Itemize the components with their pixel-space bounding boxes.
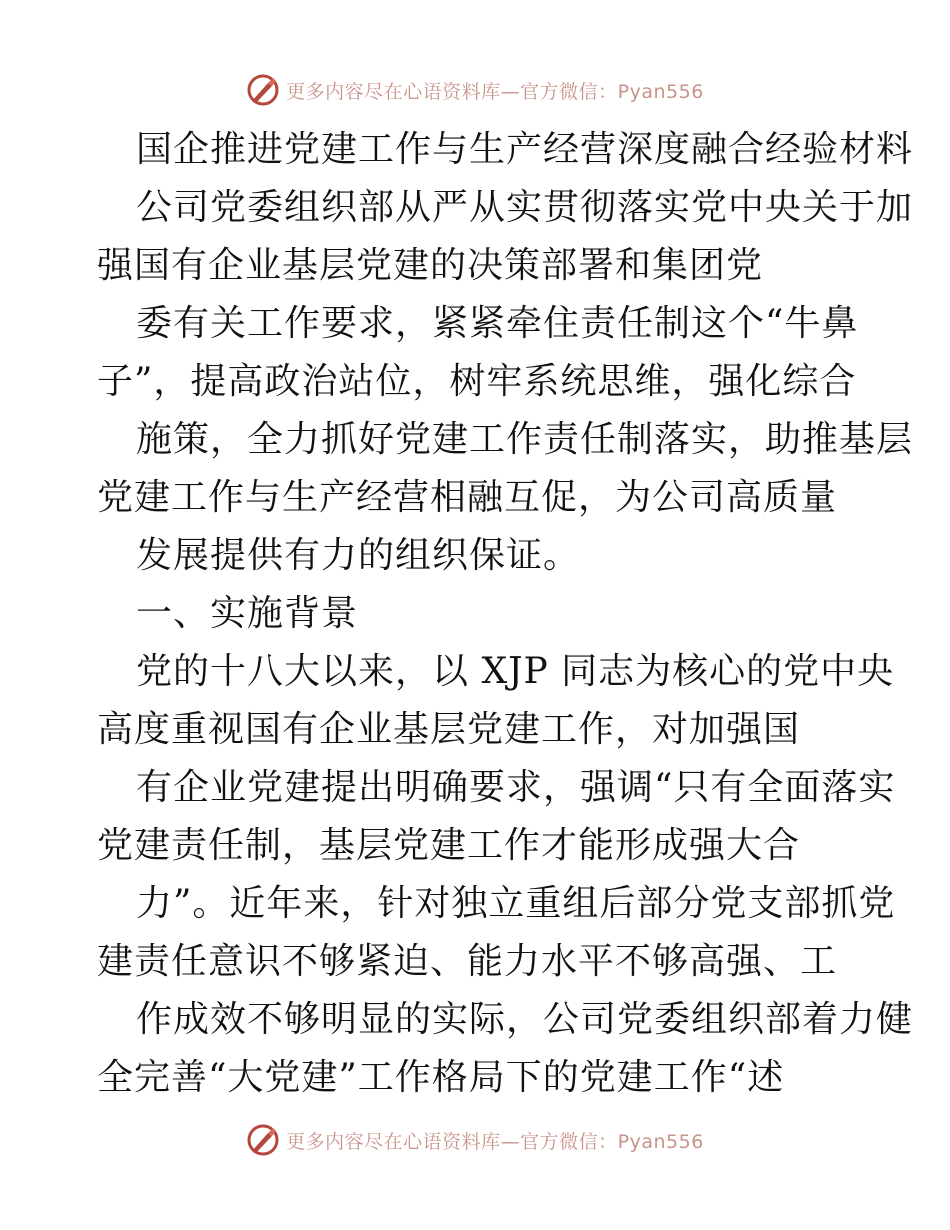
paragraph-line: 施策，全力抓好党建工作责任制落实，助推基层 [136,419,914,460]
paragraph-line: 全完善“大党建”工作格局下的党建工作“述 [97,1057,785,1098]
paragraph-line: 公司党委组织部从严从实贯彻落实党中央关于加 [136,187,914,228]
watermark-footer [0,1120,950,1160]
watermark-text: 更多内容尽在心语资料库—官方微信：Pyan556 [286,1130,704,1153]
document-title: 国企推进党建工作与生产经营深度融合经验材料 [136,129,914,170]
paragraph-line: 发展提供有力的组织保证。 [136,535,581,576]
paragraph-line: 委有关工作要求，紧紧牵住责任制这个“牛鼻 [136,303,859,344]
paragraph-line: 力”。近年来，针对独立重组后部分党支部抓党 [136,883,896,924]
section-heading: 一、实施背景 [136,593,359,634]
paragraph-line: 强国有企业基层党建的决策部署和集团党 [97,245,764,286]
paragraph-line: 有企业党建提出明确要求，强调“只有全面落实 [136,767,896,808]
pen-logo-icon [246,73,280,107]
paragraph-line: 党的十八大以来，以 XJP 同志为核心的党中央 [136,651,895,692]
paragraph-line: 党建工作与生产经营相融互促，为公司高质量 [97,477,838,518]
paragraph-line: 建责任意识不够紧迫、能力水平不够高强、工 [97,941,838,982]
paragraph-line: 子”，提高政治站位，树牢系统思维，强化综合 [97,361,857,402]
paragraph-line: 作成效不够明显的实际，公司党委组织部着力健 [136,999,914,1040]
paragraph-line: 党建责任制，基层党建工作才能形成强大合 [97,825,801,866]
watermark-text: 更多内容尽在心语资料库—官方微信：Pyan556 [286,80,704,103]
paragraph-line: 高度重视国有企业基层党建工作，对加强国 [97,709,801,750]
pen-logo-icon [246,1123,280,1157]
watermark-header [0,70,950,110]
